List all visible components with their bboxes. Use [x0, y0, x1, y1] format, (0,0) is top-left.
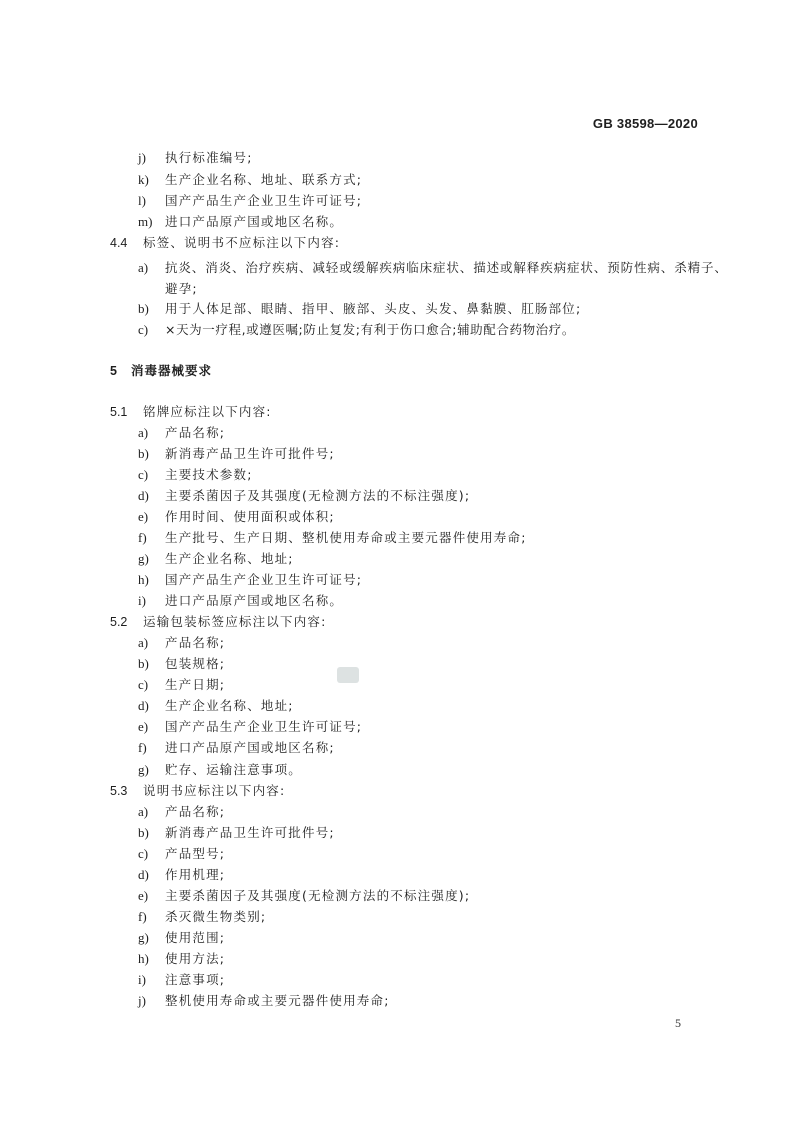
- item-text: 生产企业名称、地址、联系方式;: [165, 172, 363, 187]
- item-text: 主要杀菌因子及其强度(无检测方法的不标注强度);: [165, 488, 471, 503]
- item-marker: b): [138, 301, 149, 316]
- item-text: 用于人体足部、眼睛、指甲、腋部、头皮、头发、鼻黏膜、肛肠部位;: [165, 301, 582, 316]
- item-marker: e): [138, 509, 149, 524]
- item-text: 注意事项;: [165, 972, 226, 987]
- item-marker: i): [138, 593, 146, 608]
- item-text: ×天为一疗程,或遵医嘱;防止复发;有利于伤口愈合;辅助配合药物治疗。: [165, 322, 575, 337]
- item-marker: a): [138, 804, 149, 819]
- item-text: 整机使用寿命或主要元器件使用寿命;: [165, 993, 390, 1008]
- item-marker: f): [138, 909, 147, 924]
- item-marker: c): [138, 677, 149, 692]
- clause-title: 说明书应标注以下内容:: [143, 783, 286, 798]
- clause-number: 4.4: [110, 236, 128, 250]
- section-title: 消毒器械要求: [131, 363, 213, 378]
- clause-number: 5.3: [110, 784, 128, 798]
- item-text: 执行标准编号;: [165, 150, 253, 165]
- item-marker: c): [138, 467, 149, 482]
- item-text: 国产产品生产企业卫生许可证号;: [165, 572, 363, 587]
- item-marker: g): [138, 930, 149, 945]
- item-text: 国产产品生产企业卫生许可证号;: [165, 193, 363, 208]
- item-text: 包装规格;: [165, 656, 226, 671]
- item-marker: i): [138, 972, 146, 987]
- item-marker: d): [138, 488, 149, 503]
- item-text: 主要技术参数;: [165, 467, 253, 482]
- item-text: 进口产品原产国或地区名称。: [165, 593, 344, 608]
- standard-number: GB 38598—2020: [592, 116, 698, 131]
- item-text: 贮存、运输注意事项。: [165, 762, 303, 777]
- item-marker: a): [138, 425, 149, 440]
- item-text: 使用范围;: [165, 930, 226, 945]
- item-text: 主要杀菌因子及其强度(无检测方法的不标注强度);: [165, 888, 471, 903]
- clause-title: 标签、说明书不应标注以下内容:: [143, 235, 341, 250]
- page-number: 5: [675, 1016, 681, 1030]
- item-marker: b): [138, 446, 149, 461]
- item-marker: e): [138, 719, 149, 734]
- item-text: 产品名称;: [165, 635, 226, 650]
- item-text: 避孕;: [165, 281, 198, 296]
- item-marker: b): [138, 656, 149, 671]
- item-marker: k): [138, 172, 149, 187]
- item-text: 作用时间、使用面积或体积;: [165, 509, 335, 524]
- item-text: 产品名称;: [165, 804, 226, 819]
- item-text: 新消毒产品卫生许可批件号;: [165, 825, 335, 840]
- item-text: 生产批号、生产日期、整机使用寿命或主要元器件使用寿命;: [165, 530, 527, 545]
- item-text: 生产企业名称、地址;: [165, 698, 294, 713]
- item-marker: j): [138, 993, 146, 1008]
- item-text: 国产产品生产企业卫生许可证号;: [165, 719, 363, 734]
- item-text: 进口产品原产国或地区名称。: [165, 214, 344, 229]
- item-marker: f): [138, 530, 147, 545]
- item-marker: a): [138, 260, 149, 275]
- item-marker: l): [138, 193, 146, 208]
- item-marker: b): [138, 825, 149, 840]
- item-text: 生产日期;: [165, 677, 226, 692]
- clause-title: 铭牌应标注以下内容:: [143, 404, 272, 419]
- item-text: 生产企业名称、地址;: [165, 551, 294, 566]
- clause-number: 5.1: [110, 405, 128, 419]
- item-text: 产品名称;: [165, 425, 226, 440]
- item-text: 作用机理;: [165, 867, 226, 882]
- clause-title: 运输包装标签应标注以下内容:: [143, 614, 327, 629]
- item-marker: h): [138, 572, 149, 587]
- item-marker: g): [138, 762, 149, 777]
- item-marker: j): [138, 150, 146, 165]
- section-number: 5: [110, 364, 117, 378]
- item-marker: a): [138, 635, 149, 650]
- item-marker: h): [138, 951, 149, 966]
- scan-smudge: [337, 667, 359, 683]
- item-marker: f): [138, 740, 147, 755]
- item-text: 抗炎、消炎、治疗疾病、减轻或缓解疾病临床症状、描述或解释疾病症状、预防性病、杀精子、: [165, 260, 728, 275]
- item-text: 杀灭微生物类别;: [165, 909, 267, 924]
- item-text: 新消毒产品卫生许可批件号;: [165, 446, 335, 461]
- item-text: 进口产品原产国或地区名称;: [165, 740, 335, 755]
- item-marker: e): [138, 888, 149, 903]
- item-marker: g): [138, 551, 149, 566]
- item-marker: d): [138, 867, 149, 882]
- clause-number: 5.2: [110, 615, 128, 629]
- item-marker: d): [138, 698, 149, 713]
- item-marker: c): [138, 846, 149, 861]
- item-text: 产品型号;: [165, 846, 226, 861]
- item-marker: c): [138, 322, 149, 337]
- item-text: 使用方法;: [165, 951, 226, 966]
- item-marker: m): [138, 214, 153, 229]
